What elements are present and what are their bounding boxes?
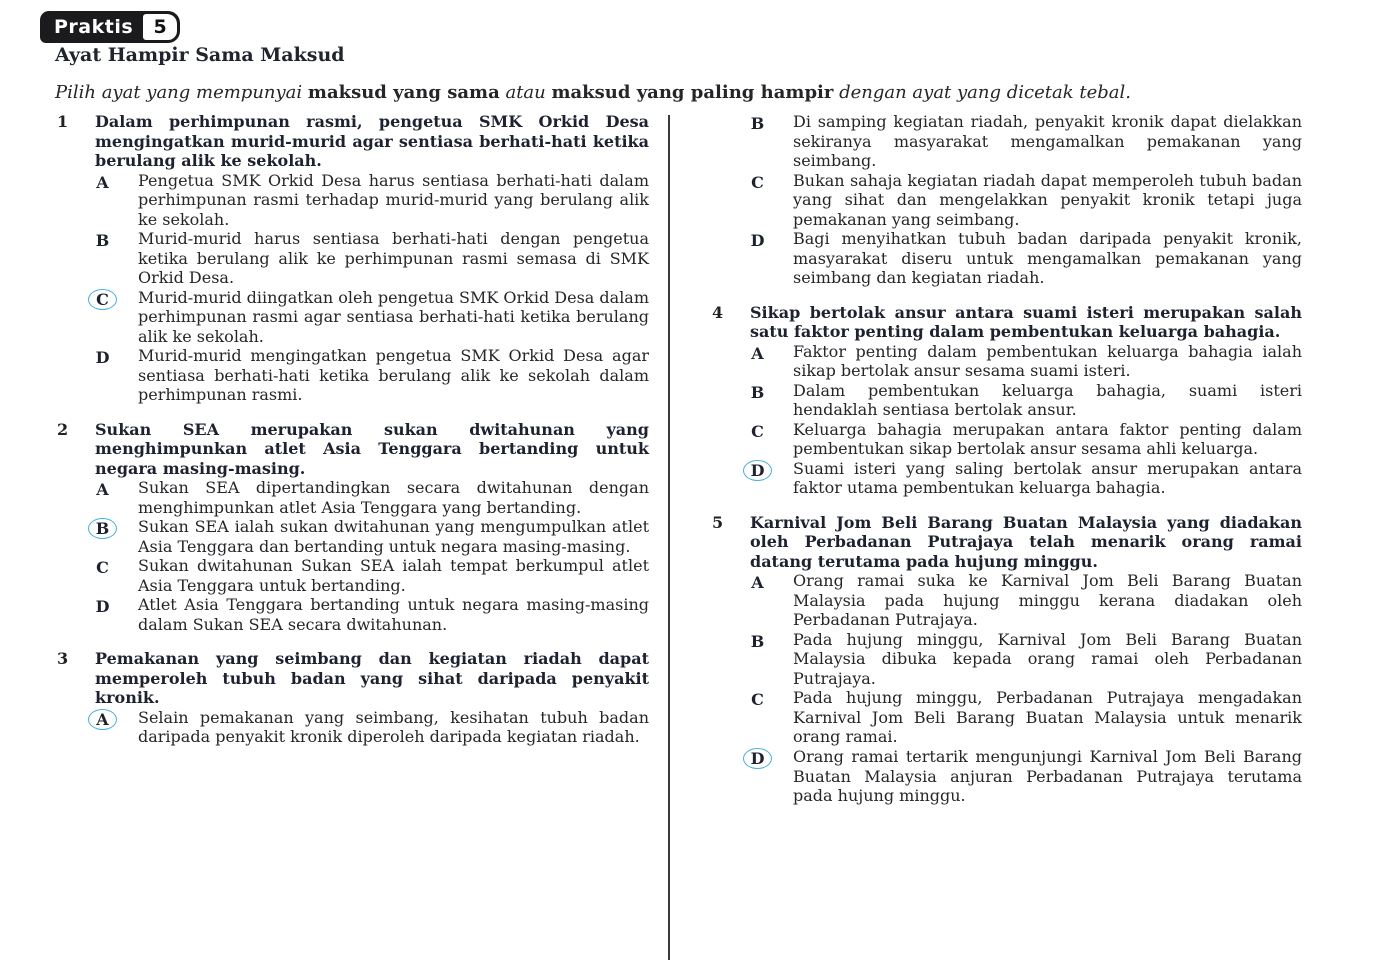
option-row <box>750 171 1302 230</box>
option-letter: A <box>751 343 764 363</box>
question-body <box>95 420 649 635</box>
option-text: Suami isteri yang saling bertolak ansur merupakan antara faktor utama pembentukan keluarga bahagia. <box>793 458 1302 498</box>
option-row <box>750 459 1302 498</box>
option-text: Sukan dwitahunan Sukan SEA ialah tempat berkumpul atlet Asia Tenggara untuk bertanding. <box>138 556 649 595</box>
question-block <box>57 112 649 405</box>
option-text: Pada hujung minggu, Karnival Jom Beli Barang Buatan Malaysia dibuka kepada orang ramai oleh Perbadanan Putrajaya. <box>793 629 1302 688</box>
option-text: Atlet Asia Tenggara bertanding untuk negara masing-masing dalam Sukan SEA secara dwitahunan. <box>138 595 649 634</box>
option-letter-cell <box>95 595 138 634</box>
answer-circle: B <box>88 518 117 539</box>
option-letter: C <box>751 421 764 441</box>
option-text: Bagi menyihatkan tubuh badan daripada penyakit kronik, masyarakat diseru untuk mengamalkan pemakanan yang seimbang dan kegiatan riadah. <box>793 229 1302 288</box>
option-letter-cell <box>95 708 138 747</box>
question-number: 2 <box>57 419 69 439</box>
option-letter-cell <box>95 517 138 556</box>
question-number <box>712 112 750 288</box>
question-stem: Sukan SEA merupakan sukan dwitahunan yang menghimpunkan atlet Asia Tenggara bertanding untuk negara masing-masing. <box>95 419 649 478</box>
instruction <box>55 82 1131 103</box>
question-body <box>750 513 1302 806</box>
option-text: Murid-murid mengingatkan pengetua SMK Orkid Desa agar sentiasa berhati-hati ketika berulang alik ke sekolah dalam perhimpunan rasmi. <box>138 346 649 405</box>
option-letter: D <box>750 231 765 251</box>
instruction-segment: dengan ayat yang dicetak tebal. <box>833 82 1131 103</box>
option-row <box>95 346 649 405</box>
option-row <box>95 288 649 347</box>
option-text: Bukan sahaja kegiatan riadah dapat memperoleh tubuh badan yang sihat dan mengelakkan penyakit kronik tetapi juga pemakanan yang seimbang. <box>793 170 1302 229</box>
options-list <box>750 112 1302 288</box>
option-text: Selain pemakanan yang seimbang, kesihatan tubuh badan daripada penyakit kronik diperoleh daripada kegiatan riadah. <box>138 707 649 747</box>
question-number: 3 <box>57 649 69 669</box>
option-letter: B <box>750 114 765 133</box>
option-row <box>95 478 649 517</box>
option-letter-cell <box>95 556 138 595</box>
question-number: 5 <box>712 512 724 532</box>
option-letter-cell <box>95 478 138 517</box>
option-row <box>750 688 1302 747</box>
question-stem: Dalam perhimpunan rasmi, pengetua SMK Orkid Desa mengingatkan murid-murid agar sentiasa berhati-hati ketika berulang alik ke sekolah. <box>95 112 649 171</box>
option-letter: A <box>96 172 109 192</box>
options-list <box>95 478 649 634</box>
option-text: Orang ramai tertarik mengunjungi Karnival Jom Beli Barang Buatan Malaysia anjuran Perbadanan Putrajaya terutama pada hujung minggu. <box>793 746 1302 806</box>
instruction-segment: atau <box>499 82 552 103</box>
question-body <box>95 649 649 747</box>
badge-number: 5 <box>143 14 177 40</box>
option-text: Murid-murid harus sentiasa berhati-hati dengan pengetua ketika berulang alik ke perhimpunan rasmi semasa di SMK Orkid Desa. <box>138 229 649 288</box>
option-letter-cell <box>95 229 138 288</box>
options-list <box>95 171 649 405</box>
option-row <box>95 171 649 230</box>
option-text: Orang ramai suka ke Karnival Jom Beli Barang Buatan Malaysia pada hujung minggu kerana diadakan oleh Perbadanan Putrajaya. <box>793 571 1302 630</box>
option-letter-cell <box>750 381 793 420</box>
option-text: Dalam pembentukan keluarga bahagia, suami isteri hendaklah sentiasa bertolak ansur. <box>793 380 1302 420</box>
option-letter: B <box>750 382 765 402</box>
option-text: Pengetua SMK Orkid Desa harus sentiasa berhati-hati dalam perhimpunan rasmi terhadap murid-murid yang berulang alik ke sekolah. <box>138 170 649 229</box>
option-text: Pada hujung minggu, Perbadanan Putrajaya mengadakan Karnival Jom Beli Barang Buatan Malaysia untuk menarik orang ramai. <box>793 688 1302 747</box>
option-row <box>750 571 1302 630</box>
question-stem: Karnival Jom Beli Barang Buatan Malaysia yang diadakan oleh Perbadanan Putrajaya telah menarik orang ramai datang terutama pada hujung minggu. <box>750 512 1302 571</box>
question-stem: Sikap bertolak ansur antara suami isteri merupakan salah satu faktor penting dalam pembentukan keluarga bahagia. <box>750 302 1302 342</box>
answer-circle: D <box>743 748 772 769</box>
option-row <box>95 708 649 747</box>
option-letter: A <box>751 573 764 593</box>
badge-label: Praktis <box>54 16 134 38</box>
option-letter-cell <box>750 112 793 171</box>
option-row <box>750 381 1302 420</box>
option-row <box>750 229 1302 288</box>
question-stem: Pemakanan yang seimbang dan kegiatan riadah dapat memperoleh tubuh badan yang sihat daripada penyakit kronik. <box>95 649 649 708</box>
option-row <box>750 112 1302 171</box>
option-row <box>750 630 1302 689</box>
option-text: Sukan SEA dipertandingkan secara dwitahunan dengan menghimpunkan atlet Asia Tenggara yang bertanding. <box>138 478 649 517</box>
option-row <box>95 517 649 556</box>
option-text: Keluarga bahagia merupakan antara faktor penting dalam pembentukan sikap bertolak ansur sesama ahli keluarga. <box>793 419 1302 459</box>
option-text: Murid-murid diingatkan oleh pengetua SMK Orkid Desa dalam perhimpunan rasmi agar sentiasa berhati-hati ketika berulang alik ke sekolah. <box>138 287 650 346</box>
option-letter-cell <box>750 747 793 806</box>
column-left <box>57 112 649 762</box>
question-block <box>57 420 649 635</box>
option-row <box>750 747 1302 806</box>
option-row <box>95 595 649 634</box>
option-letter-cell <box>750 459 793 498</box>
option-letter: C <box>751 690 764 710</box>
option-letter-cell <box>750 342 793 381</box>
page-title: Ayat Hampir Sama Maksud <box>55 44 345 66</box>
option-letter-cell <box>750 630 793 689</box>
option-letter: D <box>95 597 110 617</box>
answer-circle: A <box>88 709 117 730</box>
option-letter: D <box>95 348 110 368</box>
option-letter-cell <box>750 688 793 747</box>
praktis-badge <box>40 11 180 43</box>
option-letter-cell <box>750 229 793 288</box>
instruction-segment: maksud yang sama <box>307 82 500 103</box>
answer-circle: D <box>743 460 772 481</box>
option-text: Faktor penting dalam pembentukan keluarga bahagia ialah sikap bertolak ansur sesama suami isteri. <box>793 341 1302 381</box>
option-text: Di samping kegiatan riadah, penyakit kronik dapat dielakkan sekiranya masyarakat mengamalkan pemakanan yang seimbang. <box>793 112 1302 171</box>
question-body <box>750 303 1302 498</box>
option-letter-cell <box>750 420 793 459</box>
option-letter-cell <box>750 171 793 230</box>
option-row <box>750 420 1302 459</box>
option-letter: B <box>95 231 110 251</box>
options-list <box>95 708 649 747</box>
option-letter-cell <box>95 346 138 405</box>
option-letter: C <box>96 558 109 578</box>
options-list <box>750 571 1302 805</box>
question-block <box>712 112 1302 288</box>
answer-circle: C <box>88 289 117 310</box>
question-block <box>712 513 1302 806</box>
question-block <box>712 303 1302 498</box>
option-row <box>95 556 649 595</box>
options-list <box>750 342 1302 498</box>
option-row <box>95 229 649 288</box>
option-letter-cell <box>95 288 138 347</box>
option-row <box>750 342 1302 381</box>
question-body <box>95 112 649 405</box>
option-letter-cell <box>750 571 793 630</box>
instruction-segment: Pilih ayat yang mempunyai <box>55 82 308 103</box>
option-letter-cell <box>95 171 138 230</box>
column-divider <box>668 115 670 960</box>
column-right <box>712 112 1302 821</box>
instruction-segment: maksud yang paling hampir <box>551 82 834 103</box>
option-letter: A <box>96 480 109 500</box>
question-number: 1 <box>57 112 69 131</box>
question-body <box>750 112 1302 288</box>
option-text: Sukan SEA ialah sukan dwitahunan yang mengumpulkan atlet Asia Tenggara dan bertanding untuk negara masing-masing. <box>138 517 649 556</box>
option-letter: C <box>751 172 764 192</box>
question-block <box>57 649 649 747</box>
question-number: 4 <box>712 302 724 322</box>
option-letter: B <box>750 631 765 651</box>
